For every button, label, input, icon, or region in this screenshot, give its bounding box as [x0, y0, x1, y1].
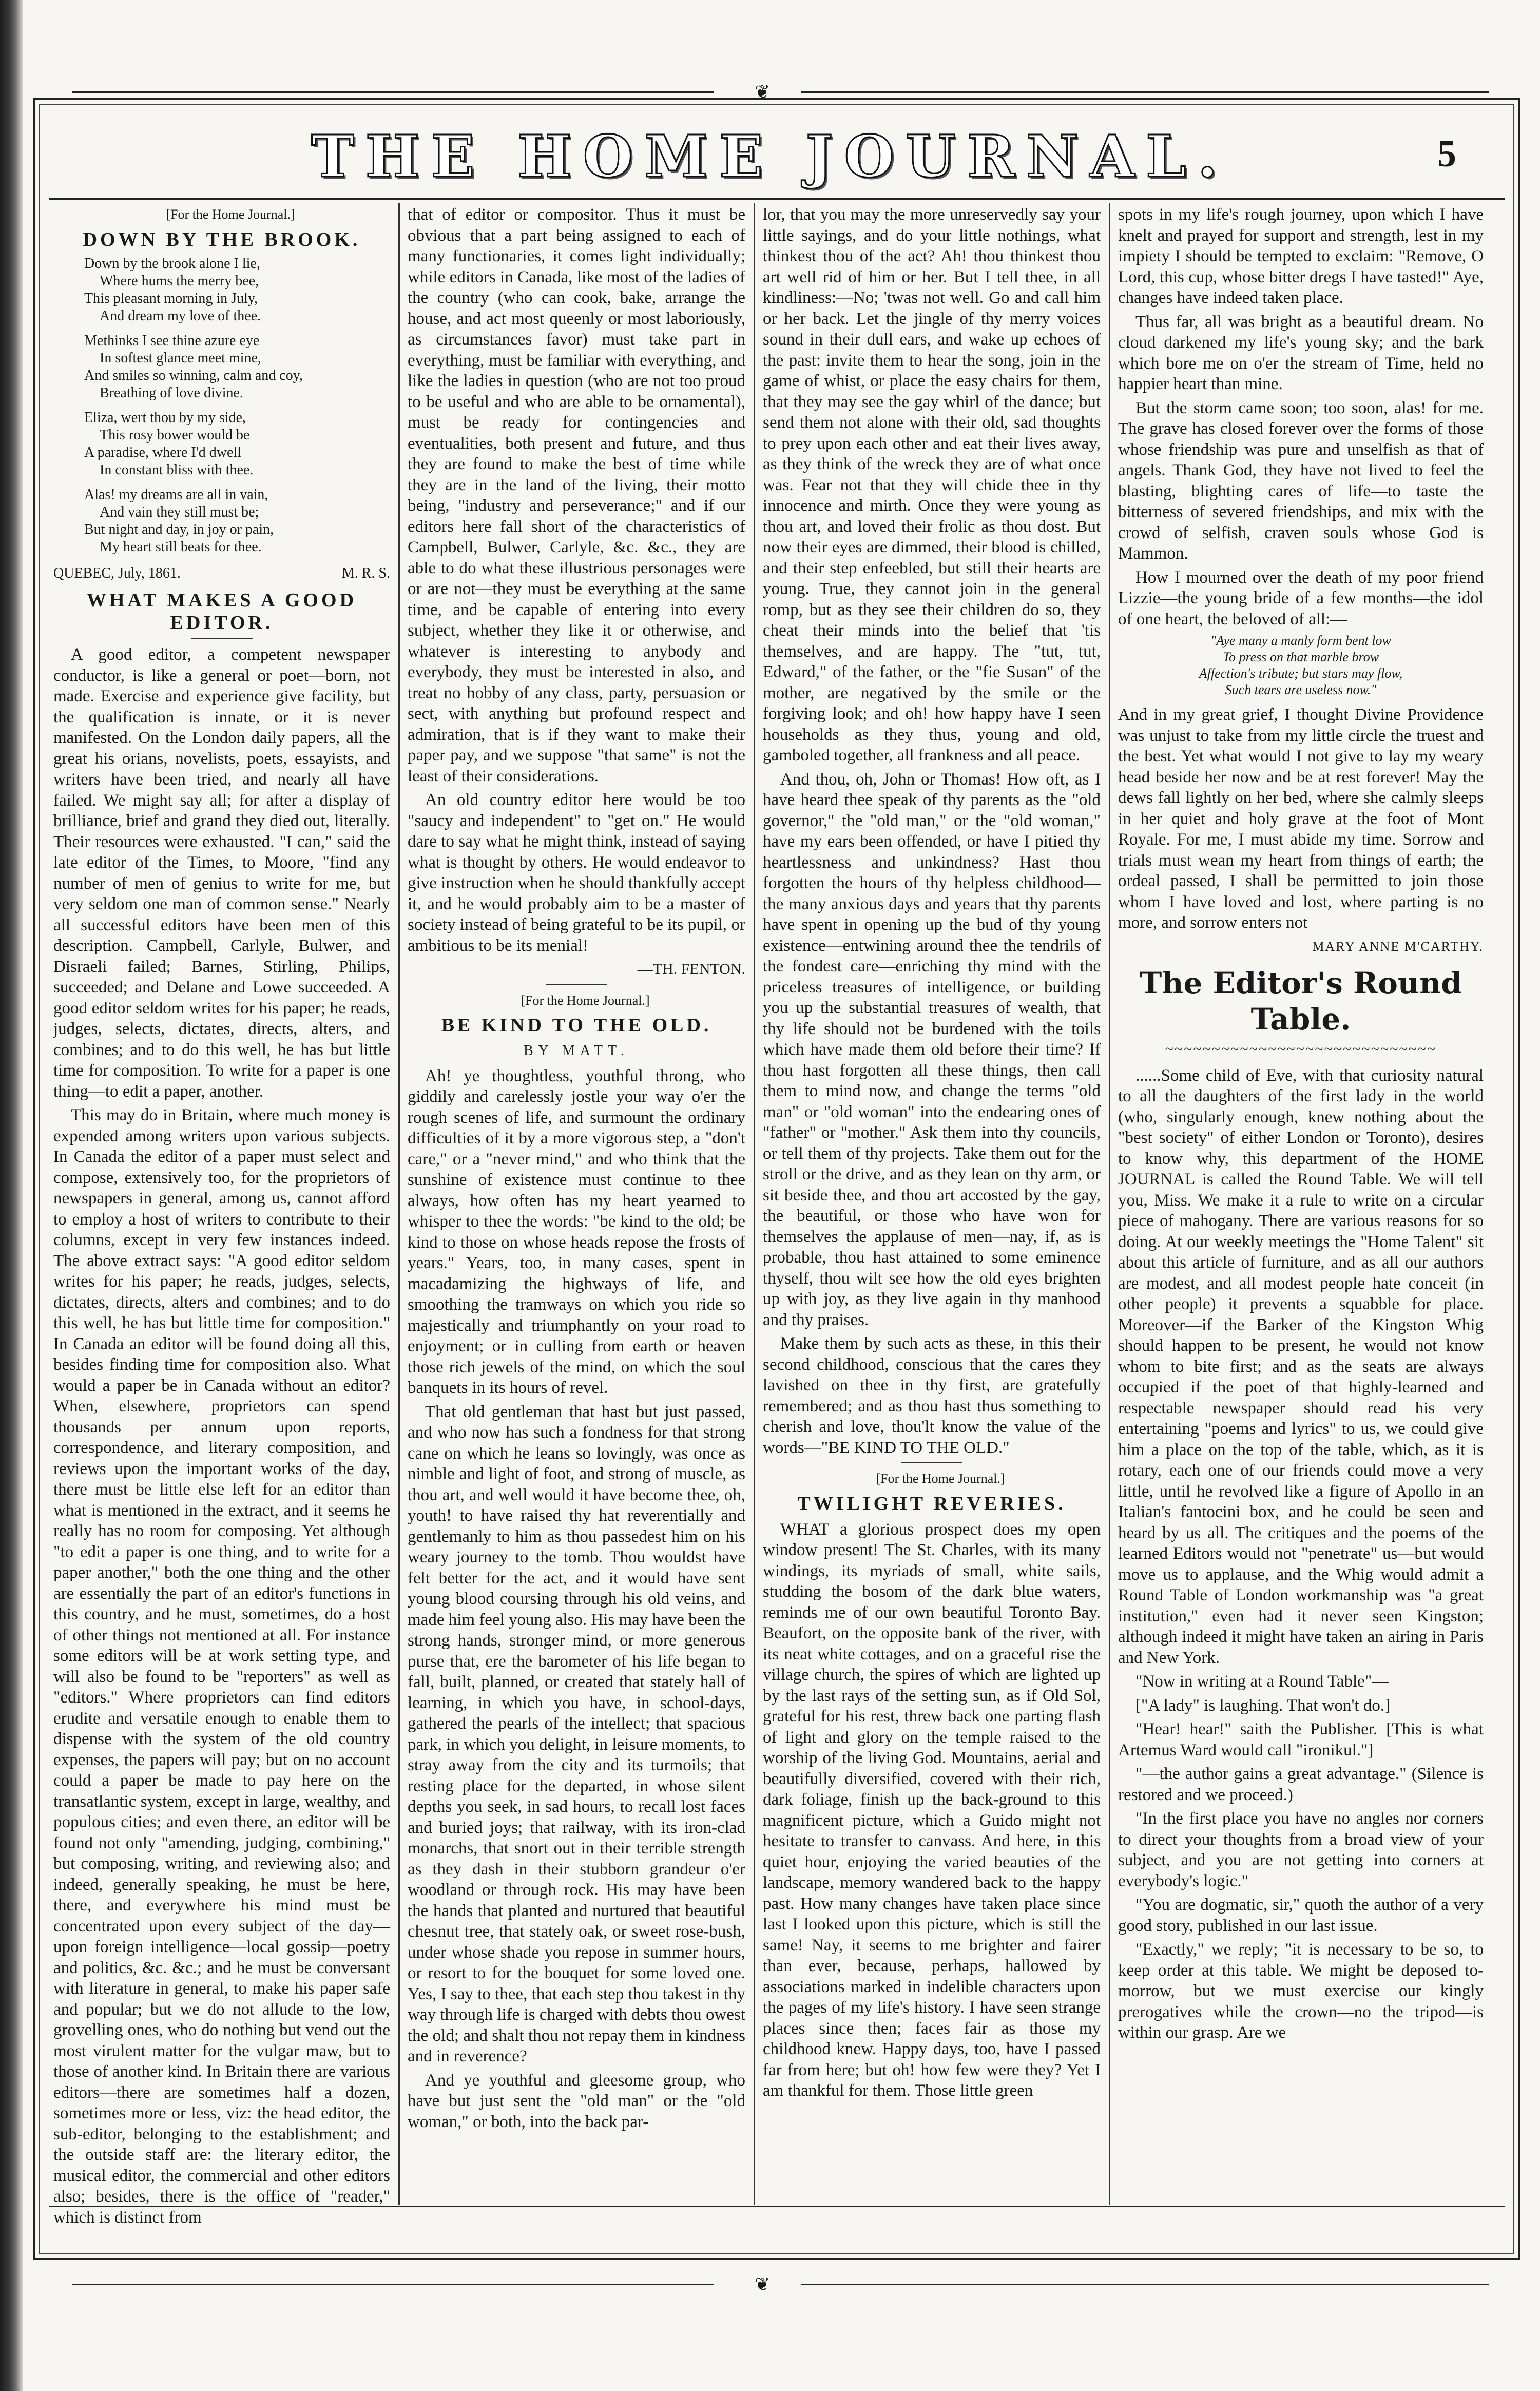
article-paragraph: "—the author gains a great advantage." (Silence is restored and we proceed.) — [1118, 1765, 1484, 1804]
column-1 — [53, 204, 390, 2227]
kind-byline: BY MATT. — [524, 1043, 629, 1059]
column-rule — [1109, 203, 1110, 2205]
article-paragraph: A good editor, a competent newspaper conductor, is like a general or poet—born, not made. Exercise and experience give facility, but the qualification is innate, or it is never manifested. On the London daily papers, all the great his orians, novelists, poets, essayists, and writers have been tried, and nearly all have failed. We might say all; for after a display of brilliance, brief and grand they died out, literally. Their resources were exhausted. "I can," said the late editor of the Times, to Moore, "find any number of men of genius to write for me, but very seldom one man of common sense." Nearly all successful editors have been men of this description. Campbell, Carlyle, Bulwer, and Disraeli failed; Barnes, Stirling, Philips, succeeded; and Delane and Lowe succeeded. A good editor seldom writes for his paper; he reads, judges, selects, dictates, directs, alters, and combines; and to do this well, he has but little time for composition. To write for a paper is one thing—to edit a paper, another. — [53, 645, 390, 1101]
article-paragraph: "Now in writing at a Round Table"— — [1135, 1672, 1389, 1691]
article-paragraph: How I mourned over the death of my poor friend Lizzie—the young bride of a few months—the idol of one heart, the beloved of all:— — [1118, 568, 1484, 628]
article-paragraph: That old gentleman that hast but just passed, and who now has such a fondness for that strong cane on which he leans so lovingly, was once as nimble and light of foot, and strong of muscle, as thou art, and well would it have become thee, oh, youth! to have raised thy hat reverentially and gentlemanly to him as thou passedest him on his weary journey to the tomb. Thou wouldst have felt better for the act, and it would have sent young blood coursing through his old veins, and made him feel young also. His may have been the strong hands, stronger mind, or more generous purse that, ere the barometer of his life began to fall, built, planned, or created that stately hall of learning, in which you have, in school-days, gathered the pearls of the intellect; that spacious park, in which you delight, in leisure moments, to stray away from the city and its turmoils; that resting place for the departed, in whose silent depths you seek, in sad hours, to recall lost faces and buried joys; that railway, with its iron-clad monarchs, that snort out in their terrible strength as they dash in their stubborn grandeur o'er woodland or through rock. His may have been the hands that planted and nurtured that beautiful chesnut tree, that stately oak, or sweet rose-bush, under whose shade you repose in summer hours, or resort to for the bouquet for some loved one. Yes, I say to thee, that each step thou takest in thy way through life is charged with debts thou owest the old; and shalt thou not repay them in kindness and in reverence? — [408, 1402, 745, 2065]
article-paragraph: "You are dogmatic, sir," quoth the author of a very good story, published in our last issue. — [1118, 1896, 1484, 1935]
article-title: WHAT MAKES A GOOD EDITOR. — [86, 589, 357, 634]
poem-credit: [For the Home Journal.] — [166, 207, 295, 222]
masthead — [185, 121, 1355, 193]
article-paragraph: An old country editor here would be too "saucy and independent" to "get on." He would dare to say what he might think, instead of saying what is thought by others. He would endeavor to give instruction when he should thankfully accept it, and he would probably aim to be a master of society instead of being grateful to be its pupil, or ambitious to be its menial! — [408, 791, 746, 955]
bottom-rule — [49, 2206, 1505, 2207]
title-rule — [191, 638, 253, 639]
article-paragraph: that of editor or compositor. Thus it must be obvious that a part being assigned to each of many functionaries, it comes light individually; while editors in Canada, like most of the ladies of the country (who can cook, bake, arrange the house, and act most queenly or most laboriously, as circumstances favor) must take part in everything, must be familiar with everything, and like the ladies in question (who are not too proud to be useful and who are able to be ornamental), must be ready for contingencies and eventualities, both present and future, and thus they are found to make the best of time while they are in the land of the living, their motto being, "industry and perseverance;" and if our editors here fall short of the characteristics of Campbell, Bulwer, Carlyle, &c. &c., they are able to do what these illustrious personages were or are not—they must be everything at the same time, and be capable of entering into every subject, whether they like it or otherwise, and whatever is interesting to anybody and everybody, they must be interested in also, and treat no hobby of any class, party, persuasion or sect, with anything but profound respect and admiration, that is if they want to make their paper pay, and we suppose "that same" is not the least of their considerations. — [408, 205, 745, 786]
masthead-title: THE HOME JOURNAL. — [311, 123, 1229, 190]
article-paragraph: But the storm came soon; too soon, alas! for me. The grave has closed forever over the forms of those whose friendship was pure and unselfish as that of angels. Thank God, they have not lived to feel the blasting, blighting cares of life—to taste the bitterness of severed friendships, and mix with the crowd of selfish, craven souls whose God is Mammon. — [1118, 398, 1484, 563]
article-paragraph: And thou, oh, John or Thomas! How oft, as I have heard thee speak of thy parents as the "old governor," the "old man," or the "old woman," have my ears been offended, or have I pitied thy heartlessness and unkindness? Hast thou forgotten the hours of thy helpless childhood—the many anxious days and years that thy parents have spent in opening up the bud of thy young existence—entwining around thee the tendrils of the fondest care—enriching thy mind with the priceless treasures of intelligence, or building you up the substantial treasures of wealth, that thy life should not be burdened with the toils which have made them old before their time? If thou hast forgotten all these things, then call them to mind now, and change the terms "old man" or "old woman" into the endearing ones of "father" or "mother." Ask them into thy councils, or tell them of thy projects. Take them out for the stroll or the drive, and as they lean on thy arm, or sit beside thee, and thou art accosted by the gay, the beautiful, or those who have won for themselves the applause of men—nay, if, as is probable, thou hast attained to some eminence thyself, thou wilt see how the old eyes brighten up with joy, as they live again in thy manhood and thy praises. — [763, 770, 1101, 1329]
quoted-verse: "Aye many a manly form bent low To press on that marble brow Affection's tribute; but stars may flow, Such tears are useless now." — [1199, 633, 1403, 697]
poem-stanza: Eliza, wert thou by my side, This rosy bower would be A paradise, where I'd dwell In constant bliss with thee. — [84, 409, 254, 478]
column-3 — [763, 204, 1101, 2202]
section-rule — [546, 984, 607, 985]
article-paragraph: spots in my life's rough journey, upon which I have knelt and prayed for support and strength, lest in my impiety I should be tempted to exclaim: "Remove, O Lord, this cup, whose bitter dregs I have tasted!" Aye, changes have indeed taken place. — [1118, 205, 1484, 307]
ornament-icon: ❦ — [755, 2274, 771, 2295]
author-signature: MARY ANNE M'CARTHY. — [1312, 939, 1484, 954]
article-paragraph: "Exactly," we reply; "it is necessary to be so, to keep order at this table. We might be deposed to-morrow, but we must exercise our kingly prerogatives while the crown—no the tripod—is within our grasp. Are we — [1118, 1940, 1484, 2042]
article-paragraph: "In the first place you have no angles nor corners to direct your thoughts from a broad view of your subject, and you are not getting into corners at everybody's logic." — [1118, 1809, 1484, 1890]
page-number: 5 — [1437, 133, 1456, 175]
poem-signature: M. R. S. — [341, 565, 390, 581]
article-paragraph: This may do in Britain, where much money is expended among writers upon various subjects. In Canada the editor of a paper must select and compose, extensively too, for the proprietors of newspapers in general, among us, cannot afford to employ a host of writers to contribute to their columns, except in very few instances indeed. The above extract says: "A good editor seldom writes for his paper; he reads, judges, selects, dictates, directs, alters and combines; and to do this well, he has but little time for composition." In Canada an editor will be found doing all this, besides finding time for composition also. What would a paper be in Canada without an editor? When, elsewhere, proprietors can spend thousands per annum upon reports, correspondence, and literary composition, and reviews upon the important works of the day, there must be little else left for an editor than what is mentioned in the extract, and it seems he really has no room for composing. Yet although "to edit a paper is one thing, and to write for a paper another," both the one thing and the other are essentially the part of an editor's functions in this country, and he must, sometimes, do a host of other things not mentioned at all. For instance some editors will be at work setting type, and will also be found to be "reporters" as well as "editors." Where proprietors can find editors erudite and versatile enough to enable them to dispense with the system of the old country expenses, the papers will pay; but on no account could a paper be made to pay here on the transatlantic system, except in large, wealthy, and populous cities; and even there, an editor will be found not only "amending, judging, combining," but composing, writing, and reviewing also; and indeed, generally speaking, he must be here, there, and everywhere his mind must be concentrated upon every subject of the day—upon foreign intelligence—local gossip—poetry and politics, &c. &c.; and he must be conversant with literature in general, to make his paper safe and popular; but we do not allude to the low, grovelling ones, who do nothing but vend out the most virulent matter for the vulgar maw, but to those of another kind. In Britain there are various editors—there are sometimes half a dozen, sometimes more or less, viz: the head editor, the sub-editor, belonging to the establishment; and the outside staff are: the literary editor, the musical editor, the commercial and other editors also; besides, there is the office of "reader," which is distinct from — [53, 1106, 390, 2227]
poem-dateline — [53, 563, 390, 584]
poem-stanza: Down by the brook alone I lie, Where hums the merry bee, This pleasant morning in July, And dream my love of thee. — [84, 255, 261, 324]
article-paragraph: lor, that you may the more unreservedly say your little sayings, and do your little nothings, what thinkest thou of the act? Ah! thou thinkest thou art well rid of him or her. But I tell thee, in all kindliness:—No; 'twas not well. Go and call him or her back. Let the jingle of thy merry voices sound in their dull ears, and wake up echoes of the past: invite them to hear the song, join in the game of whist, or place the easy chairs for them, that they may see the gay whirl of the dance; but send them not alone with their old, sad thoughts to prey upon each other and eat their lives away, as they think of the wreck they are of what once was. Fear not that they will chide thee in thy innocence and mirth. Once they were young as thou art, and loved their frolic as thou dost. But now their eyes are dimmed, their blood is chilled, and their step enfeebled, but still their hearts are young. True, they cannot join in the general romp, but as they see their children do so, they cheat their minds into the belief that 'tis themselves, and are happy. The "tut, tut, Edward," of the father, or the "fie Susan" of the mother, are negatived by the smile or the forgiving look; and oh! how happy have I seen households as they thus, young and old, gamboled together, all frankness and all peace. — [763, 205, 1101, 764]
round-table-heading: The Editor's Round Table. — [1140, 966, 1462, 1037]
column-4 — [1118, 204, 1484, 2202]
column-2 — [408, 204, 745, 2202]
article-paragraph: Ah! ye thoughtless, youthful throng, who giddily and carelessly jostle your way o'er the rough scenes of life, and surmount the ordinary difficulties of it by a more vigorous step, a "don't care," or a "never mind," and who think that the sunshine of existence must continue to thee always, how often has my heart yearned to whisper to thee the words: "be kind to the old; be kind to those on whose heads repose the frosts of years." Years, too, in many cases, spent in macadamizing the highways of life, and smoothing the tramways on which you ride so majestically and triumphantly on your road to enjoyment; or in culling from earth or heaven those rich jewels of the mind, on which the soul banquets in its hours of revel. — [408, 1066, 745, 1397]
kind-title: BE KIND TO THE OLD. — [441, 1015, 712, 1036]
poem-title: DOWN BY THE BROOK. — [83, 228, 361, 251]
article-attribution: —TH. FENTON. — [637, 961, 745, 978]
column-rule — [754, 203, 755, 2205]
poem-stanza: Methinks I see thine azure eye In softest glance meet mine, And smiles so winning, calm and coy, Breathing of love divine. — [84, 332, 303, 401]
poem-stanza: Alas! my dreams are all in vain, And vain they still must be; But night and day, in joy or pain, My heart still beats for thee. — [84, 486, 274, 555]
article-paragraph: ......Some child of Eve, with that curiosity natural to all the daughters of the first lady in the world (who, singularly enough, knew nothing about the "best society" of either London or Toronto), desires to know why, this department of the HOME JOURNAL is called the Round Table. We will tell you, Miss. We make it a rule to write on a circular piece of mahogany. There are various reasons for so doing. At our weekly meetings the "Home Talent" sit about this article of furniture, and as all our authors are modest, and all modest people hate conceit (in other people) it prevents a squabble for place. Moreover—if the Barker of the Kingston Whig should happen to be present, he would not know whom to bite first; and as the seats are always occupied if the poet of that highly-learned and respectable newspaper should read his very entertaining "poems and lyrics" to us, we could give him a place on the top of the table, which, as it is rotary, each one of our friends could move a very little, until he revolved like a figure of Apollo in an Italian's fantocini box, and he could be seen and heard by us all. The critiques and the poems of the learned Editors would not "penetrate" us—but would move us to applause, and the Whig would admit a Round Table of London workmanship was "a great institution," even had it never seen Kingston; although indeed it might have taken an airing in Paris and New York. — [1118, 1066, 1484, 1667]
article-paragraph: "Hear! hear!" saith the Publisher. [This is what Artemus Ward would call "ironikul."] — [1118, 1720, 1484, 1759]
wavy-rule: ~~~~~~~~~~~~~~~~~~~~~~~~~~~~~ — [1165, 1041, 1437, 1058]
twilight-credit: [For the Home Journal.] — [876, 1471, 1005, 1486]
kind-credit: [For the Home Journal.] — [521, 992, 650, 1008]
column-rule — [398, 203, 400, 2205]
article-paragraph: ["A lady" is laughing. That won't do.] — [1135, 1696, 1391, 1715]
binding-edge — [0, 0, 23, 2391]
article-paragraph: Thus far, all was bright as a beautiful dream. No cloud darkened my life's young sky; and the bark which bore me on o'er the stream of Time, held no happier heart than mine. — [1118, 312, 1484, 393]
poem-place-date: QUEBEC, July, 1861. — [53, 565, 181, 581]
article-paragraph: WHAT a glorious prospect does my open window present! The St. Charles, with its many windings, its myriads of small, white sails, studding the bosom of the dark blue waters, reminds me of our own beautiful Toronto Bay. Beaufort, on the opposite bank of the river, with its neat white cottages, and on a graceful rise the village church, the spires of which are lighted up by the last rays of the setting sun, as if Old Sol, grateful for his rest, threw back one parting flash of light and glory on the temple raised to the worship of the living God. Mountains, aerial and beautifully diversified, covered with their rich, dark foliage, finish up the back-ground to this magnificent picture, which a Guido might not hesitate to transfer to canvass. And here, in this quiet hour, enjoying the varied beauties of the landscape, memory wandered back to the happy past. How many changes have taken place since last I looked upon this picture, which is still the same! Nay, it seems to me brighter and fairer than ever, because, perhaps, hallowed by associations marked in indelible characters upon the pages of my life's history. I have seen strange places since then; faces fair as those my childhood knew. Happy days, too, have I passed far from here; but oh! how few were they? Yet I am thankful for them. Those little green — [763, 1520, 1101, 2100]
article-paragraph: And in my great grief, I thought Divine Providence was unjust to take from my little circle the truest and the best. Yet what would I not give to lay my weary head beside her now and be at rest forever! May the dews fall lightly on her bed, where she calmly sleeps in her quiet and holy grave at the foot of Mont Royale. For me, I must abide my time. Sorrow and trials must wean my heart from things of earth; the ordeal passed, I shall be permitted to join those whom I have loved and lost, where parting is no more, and sorrow enters not — [1118, 705, 1484, 932]
article-paragraph: Make them by such acts as these, in this their second childhood, conscious that the cares they lavished on thee in thy first, are gratefully remembered; and as thou hast thus something to cherish and love, thou'lt know the value of the words—"BE KIND TO THE OLD." — [763, 1334, 1101, 1457]
masthead-rule — [49, 198, 1505, 200]
bottom-ornament — [72, 2269, 1489, 2300]
section-rule — [901, 1462, 962, 1463]
twilight-title: TWILIGHT REVERIES. — [797, 1493, 1066, 1515]
ornament-icon: ❦ — [755, 82, 771, 103]
article-paragraph: And ye youthful and gleesome group, who have but just sent the "old man" or the "old woman," or both, into the back par- — [408, 2071, 745, 2131]
